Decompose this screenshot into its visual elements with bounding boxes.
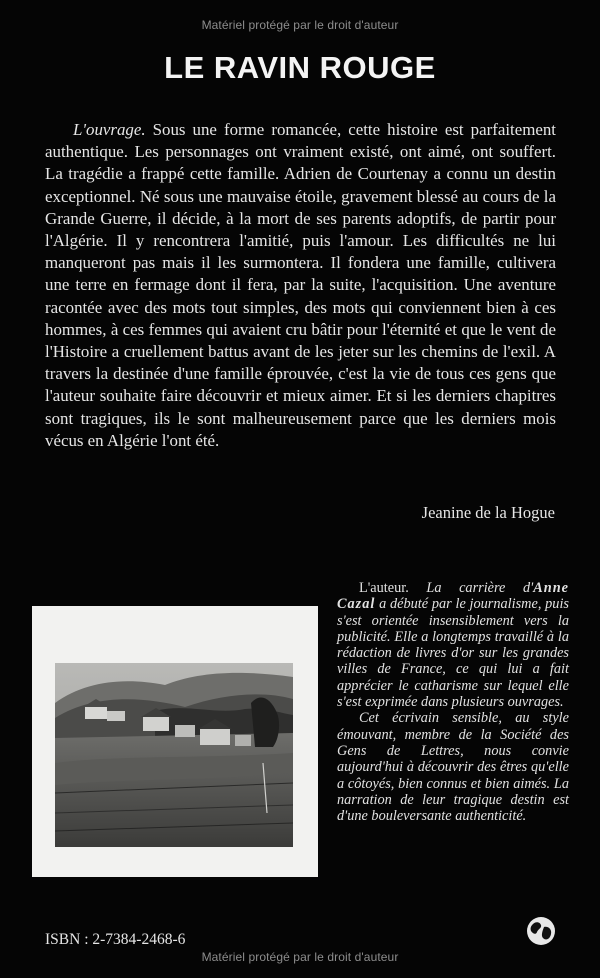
isbn-label: ISBN : 2-7384-2468-6 [45,931,186,948]
author-bio-lead: L'auteur. [359,580,409,596]
author-bio-text-b: a débuté par le journalisme, puis s'est orientée insensiblement vers la publicité. Elle a longtemps travaillé à la rédaction de livres d'or sur les grandes villes de France, ce qui lui a fait apprécier le catharisme sur lequel elle s'est exprimée dans plusieurs ouvrages. [337,596,569,711]
landscape-photo [55,663,293,847]
watermark-top: Matériel protégé par le droit d'auteur [201,18,399,32]
blurb-body: Sous une forme romancée, cette histoire est parfaitement authentique. Les personnages ont vraiment existé, ont aimé, ont souffert. La tragédie a frappé cette famille. Adrien de Courtenay a connu un destin exceptionnel. Né sous une mauvaise étoile, gravement blessé au cours de la Grande Guerre, il décide, à la mort de ses parents adoptifs, de partir pour l'Algérie. Il y rencontrera l'amitié, puis l'amour. Les difficultés ne lui manqueront pas mais il les surmontera. Il fondera une famille, cultivera une terre en fermage dont il fera, par la suite, l'acquisition. Une aventure racontée avec des mots tout simples, des mots qui conviennent bien à ces hommes, à ces femmes qui avaient cru bâtir pour l'éternité et que le vent de l'Histoire a cruellement battus avant de les jeter sur les chemins de l'exil. A travers la destinée d'une famille éprouvée, c'est la vie de tous ces gens que l'auteur souhaite faire découvrir et mieux aimer. Et si les derniers chapitres sont tragiques, ils le sont malheureusement parce que les derniers mois vécus en Algérie l'ont été. [45,120,556,450]
book-title: LE RAVIN ROUGE [164,50,436,85]
author-name: Anne Cazal [337,580,569,613]
blurb-signature: Jeanine de la Hogue [421,503,555,522]
author-bio-paragraph-2: Cet écrivain sensible, au style émouvant, membre de la Société des Gens de Lettres, nous convie aujourd'hui à découvrir des êtres qu'elle a côtoyés, bien connus et bien aimés. La narration de leur tragique destin est d'une bouleversante authenticité. [337,710,569,825]
author-bio [337,580,569,824]
photo-frame [32,606,318,877]
watermark-bottom: Matériel protégé par le droit d'auteur [201,950,399,964]
author-bio-paragraph-1 [337,580,569,710]
author-bio-text-a: La carrière d' [408,580,534,596]
globe-icon [525,915,557,947]
globe-icon-drawing [525,915,557,947]
book-blurb [45,119,556,452]
blurb-lead: L'ouvrage. [73,120,146,139]
landscape-photo-drawing [55,663,293,847]
